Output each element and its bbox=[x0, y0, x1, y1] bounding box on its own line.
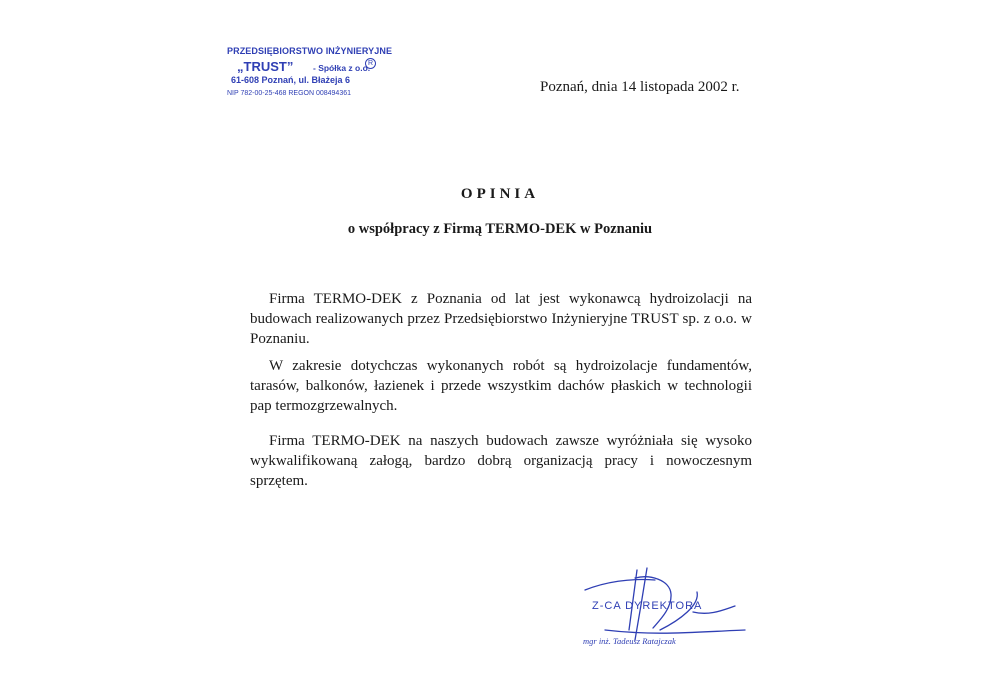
paragraph-3: Firma TERMO-DEK na naszych budowach zawsze wyróżniała się wysoko wykwalifikowaną załogą, bardzo dobrą organizacją pracy i nowoczesnym sprzętem. bbox=[250, 433, 752, 489]
stamp-tax-ids: NIP 782-00-25-468 REGON 008494361 bbox=[227, 90, 352, 97]
paragraph-1: Firma TERMO-DEK z Poznania od lat jest wykonawcą hydroizolacji na budowach realizowanych przez Przedsiębiorstwo Inżynieryjne TRUST sp. z o.o. w Poznaniu. bbox=[250, 291, 752, 347]
letter-title: OPINIA bbox=[460, 186, 540, 202]
signature-title: Z-CA DYREKTORA bbox=[592, 600, 703, 612]
registered-mark-icon: R bbox=[365, 58, 376, 69]
stamp-company-suffix: - Spółka z o.o. bbox=[313, 63, 371, 73]
signature-name: mgr inż. Tadeusz Ratajczak bbox=[583, 636, 676, 646]
stamp-address: 61-608 Poznań, ul. Błażeja 6 bbox=[231, 75, 351, 85]
letter-subtitle: o współpracy z Firmą TERMO-DEK w Poznaniu bbox=[347, 221, 653, 237]
stamp-company-name: „TRUST” bbox=[237, 59, 294, 74]
stamp-company-type: PRZEDSIĘBIORSTWO INŻYNIERYJNE bbox=[227, 46, 393, 56]
paragraph-2: W zakresie dotychczas wykonanych robót są hydroizolacje fundamentów, tarasów, balkonów, łazienek i przede wszystkim dachów płaskich w technologii pap termozgrzewalnych. bbox=[250, 358, 752, 414]
letter-date: Poznań, dnia 14 listopada 2002 r. bbox=[540, 79, 740, 95]
company-stamp bbox=[227, 46, 393, 102]
